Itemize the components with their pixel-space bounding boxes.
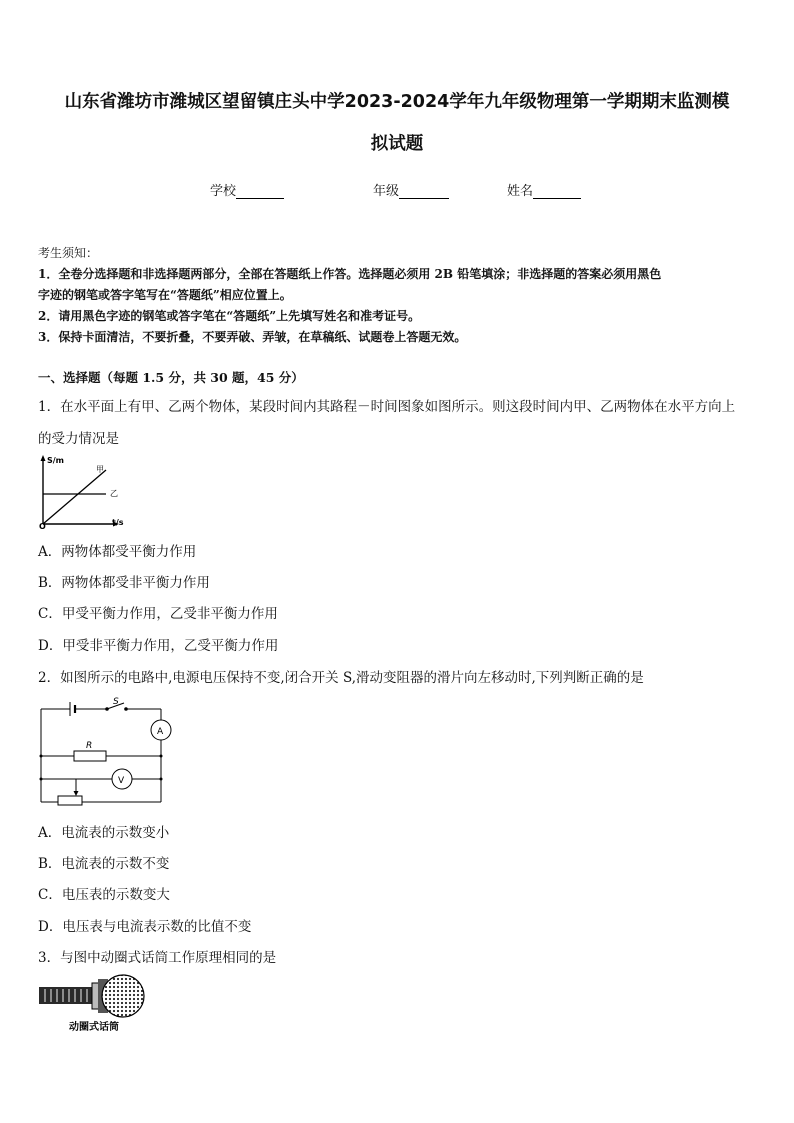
line-yi-label: 乙	[110, 489, 118, 498]
document-title-line2: 拟试题	[370, 134, 424, 154]
school-field	[210, 180, 284, 199]
question-3-microphone-figure	[36, 973, 148, 1035]
question-2-option-b[interactable]: B．电流表的示数不变	[38, 856, 170, 872]
notice-heading: 考生须知：	[38, 246, 99, 260]
ammeter-label: A	[157, 727, 164, 737]
origin-label: O	[39, 522, 46, 531]
y-axis-label: S/m	[47, 456, 65, 465]
line-jia	[43, 470, 106, 524]
question-3-stem: 3．与图中动圈式话筒工作原理相同的是	[38, 950, 277, 966]
notice-item: 3．保持卡面清洁，不要折叠，不要弄破、弄皱，在草稿纸、试题卷上答题无效。	[38, 330, 467, 344]
document-title-line1: 山东省潍坊市潍城区望留镇庄头中学2023-2024学年九年级物理第一学期期末监测模	[64, 92, 730, 112]
line-jia-label: 甲	[96, 465, 104, 474]
question-2-stem: 2．如图所示的电路中,电源电压保持不变,闭合开关 S,滑动变阻器的滑片向左移动时,下列判断正确的是	[38, 670, 644, 686]
school-blank[interactable]	[236, 184, 284, 199]
microphone-handle	[39, 987, 97, 1004]
question-2-circuit-diagram	[34, 692, 179, 808]
section-heading: 一、选择题（每题 1.5 分，共 30 题，45 分）	[38, 370, 304, 385]
y-axis-arrow	[41, 455, 46, 461]
switch-label: S	[113, 697, 119, 707]
question-2-option-a[interactable]: A．电流表的示数变小	[38, 825, 170, 841]
name-blank[interactable]	[533, 184, 581, 199]
question-1-option-c[interactable]: C．甲受平衡力作用，乙受非平衡力作用	[38, 606, 278, 622]
resistor-label: R	[86, 741, 93, 751]
question-2-option-c[interactable]: C．电压表的示数变大	[38, 887, 170, 903]
question-1-option-b[interactable]: B．两物体都受非平衡力作用	[38, 575, 210, 591]
x-axis-label: t/s	[112, 518, 124, 527]
microphone-caption: 动圈式话筒	[69, 1022, 119, 1033]
school-label: 学校	[210, 184, 237, 199]
question-2-option-d[interactable]: D．电压表与电流表示数的比值不变	[38, 919, 252, 935]
question-1-st-graph	[34, 452, 130, 532]
student-info-row	[0, 180, 794, 202]
voltmeter-label: V	[118, 776, 125, 786]
question-1-stem-line1: 1．在水平面上有甲、乙两个物体，某段时间内其路程－时间图象如图所示。则这段时间内甲、乙两物体在水平方向上	[38, 399, 736, 415]
notice-item: 字迹的钢笔或答字笔写在“答题纸”相应位置上。	[38, 288, 292, 302]
notice-item: 1．全卷分选择题和非选择题两部分，全部在答题纸上作答。选择题必须用 2B 铅笔填涂；非选择题的答案必须用黑色	[38, 267, 662, 281]
rheostat-symbol	[58, 796, 82, 805]
exam-notice	[38, 243, 758, 348]
name-field	[507, 180, 581, 199]
grade-field	[373, 180, 449, 199]
grade-blank[interactable]	[399, 184, 449, 199]
grade-label: 年级	[373, 184, 400, 199]
name-label: 姓名	[507, 184, 534, 199]
notice-item: 2．请用黑色字迹的钢笔或答字笔在“答题纸”上先填写姓名和准考证号。	[38, 309, 421, 323]
microphone-head-mesh	[102, 975, 144, 1017]
resistor-symbol	[74, 751, 106, 761]
question-1-stem-line2: 的受力情况是	[38, 431, 119, 447]
question-1-option-a[interactable]: A．两物体都受平衡力作用	[38, 544, 197, 560]
question-1-option-d[interactable]: D．甲受非平衡力作用，乙受平衡力作用	[38, 638, 279, 654]
